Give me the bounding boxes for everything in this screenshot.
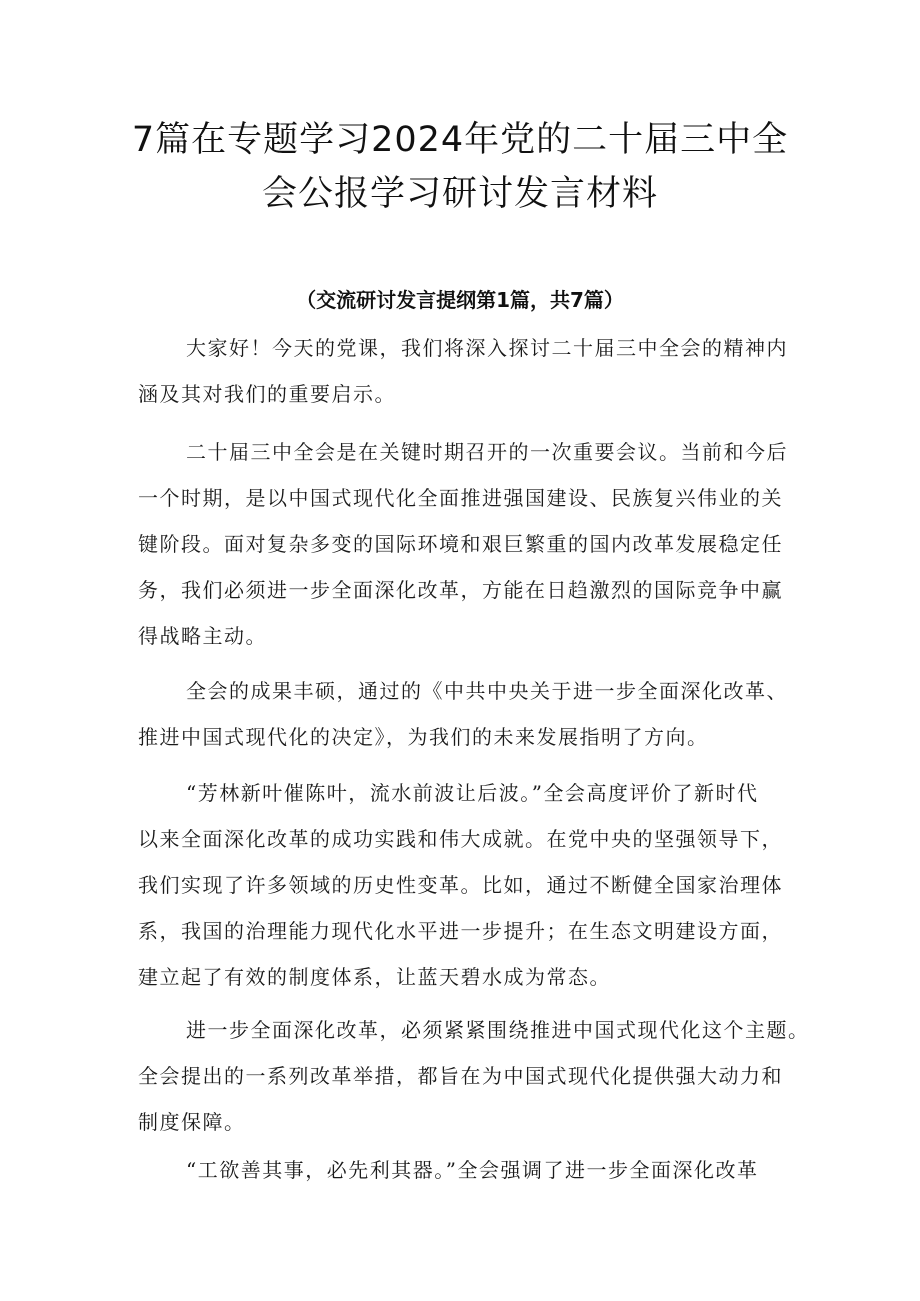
paragraph-5	[138, 1007, 810, 1145]
paragraph-line: “芳林新叶催陈叶，流水前波让后波。”全会高度评价了新时代	[186, 781, 759, 805]
paragraph-line: 全会的成果丰硕，通过的《中共中央关于进一步全面深化改革、	[186, 679, 788, 703]
document-title-line-2: 会公报学习研讨发言材料	[261, 174, 658, 214]
paragraph-line: 以来全面深化改革的成功实践和伟大成就。在党中央的坚强领导下，	[138, 827, 783, 851]
paragraph-line: 进一步全面深化改革，必须紧紧围绕推进中国式现代化这个主题。	[186, 1018, 810, 1042]
paragraph-line: 二十届三中全会是在关键时期召开的一次重要会议。当前和今后	[186, 440, 788, 464]
paragraph-line: 系，我国的治理能力现代化水平进一步提升；在生态文明建设方面，	[138, 919, 783, 943]
paragraph-2	[138, 429, 798, 659]
document-title-line-1: 7篇在专题学习2024年党的二十届三中全	[131, 120, 789, 160]
paragraph-line: 键阶段。面对复杂多变的国际环境和艰巨繁重的国内改革发展稳定任	[138, 532, 783, 556]
paragraph-3	[138, 668, 798, 760]
paragraph-line: 建立起了有效的制度体系，让蓝天碧水成为常态。	[138, 965, 611, 989]
paragraph-line: 我们实现了许多领域的历史性变革。比如，通过不断健全国家治理体	[138, 873, 783, 897]
paragraph-line: 大家好！今天的党课，我们将深入探讨二十届三中全会的精神内	[186, 336, 788, 360]
paragraph-1	[138, 325, 798, 417]
paragraph-6	[138, 1147, 798, 1193]
paragraph-line: 涵及其对我们的重要启示。	[138, 382, 396, 406]
paragraph-line: 一个时期，是以中国式现代化全面推进强国建设、民族复兴伟业的关	[138, 486, 783, 510]
paragraph-line: “工欲善其事，必先利其器。”全会强调了进一步全面深化改革	[186, 1158, 759, 1182]
paragraph-line: 务，我们必须进一步全面深化改革，方能在日趋激烈的国际竞争中赢	[138, 578, 783, 602]
paragraph-line: 推进中国式现代化的决定》，为我们的未来发展指明了方向。	[138, 725, 709, 749]
paragraph-line: 制度保障。	[138, 1110, 246, 1134]
paragraph-line: 得战略主动。	[138, 624, 267, 648]
document-subtitle: （交流研讨发言提纲第1篇，共7篇）	[296, 288, 624, 312]
paragraph-line: 全会提出的一系列改革举措，都旨在为中国式现代化提供强大动力和	[138, 1064, 783, 1088]
paragraph-4	[138, 770, 798, 1000]
